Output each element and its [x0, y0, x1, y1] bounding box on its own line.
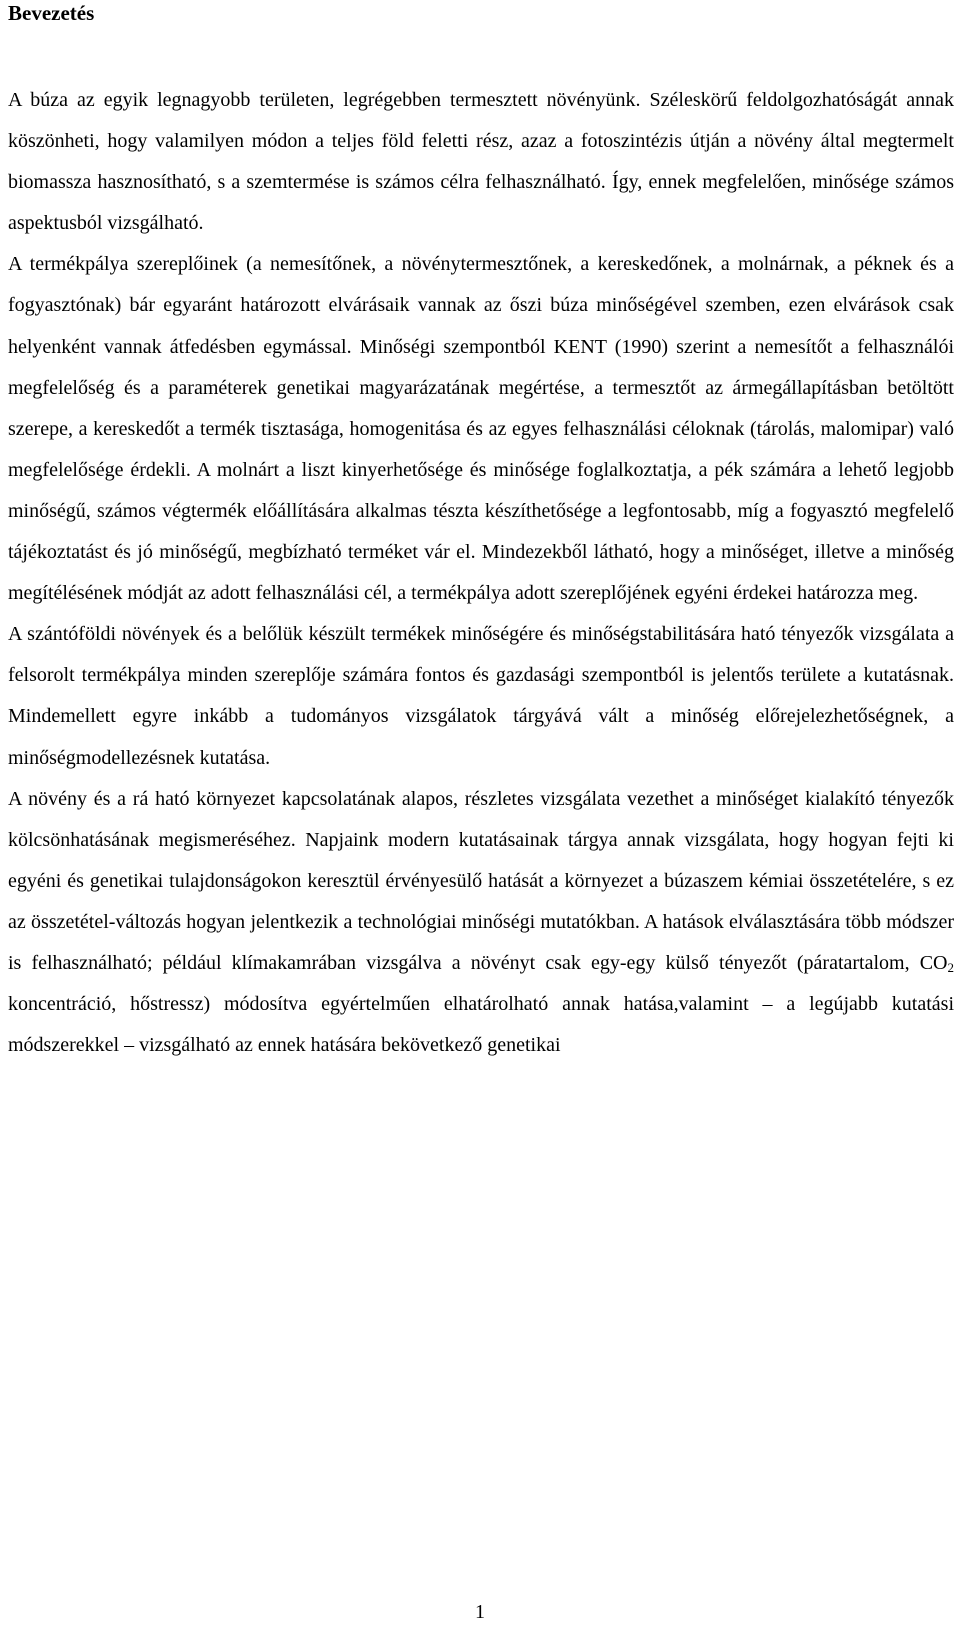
- section-heading: Bevezetés: [8, 1, 95, 25]
- body-text: [8, 80, 954, 1066]
- paragraph-4: [8, 779, 954, 1067]
- paragraph-4-text-start: A növény és a rá ható környezet kapcsolatának alapos, részletes vizsgálata vezethet a minőséget kialakító tényezők kölcsönhatásának megismeréséhez. Napjaink modern kutatásainak tárgya annak vizsgálata, hogy hogyan fejti ki egyéni és genetikai tulajdonságokon keresztül érvényesülő hatását a környezet a búzaszem kémiai összetételére, s ez az összetétel-változás hogyan jelentkezik a technológiai minőségi mutatókban. A hatások elválasztására több módszer is felhasználható; például klímakamrában vizsgálva a növényt csak egy-egy külső tényezőt (páratartalom, CO: [8, 787, 954, 974]
- page-number: 1: [475, 1601, 485, 1623]
- paragraph-3: A szántóföldi növények és a belőlük készült termékek minőségére és minőségstabilitására ható tényezők vizsgálata a felsorolt termékpálya minden szereplője számára fontos és gazdasági szempontból is jelentős területe a kutatásnak. Mindemellett egyre inkább a tudományos vizsgálatok tárgyává vált a minőség előrejelezhetőségnek, a minőségmodellezésnek kutatása.: [8, 623, 954, 769]
- paragraph-1: A búza az egyik legnagyobb területen, legrégebben termesztett növényünk. Széleskörű feldolgozhatóságát annak köszönheti, hogy valamilyen módon a teljes föld feletti rész, azaz a fotoszintézis útján a növény által megtermelt biomassza hasznosítható, s a szemtermése is számos célra felhasználható. Így, ennek megfelelően, minősége számos aspektusból vizsgálható.: [8, 89, 954, 235]
- paragraph-4-text-end: koncentráció, hőstressz) módosítva egyértelműen elhatárolható annak hatása,valamint – a legújabb kutatási módszerekkel – vizsgálható az ennek hatására bekövetkező genetikai: [8, 993, 954, 1057]
- co2-subscript: 2: [947, 959, 954, 975]
- paragraph-2: A termékpálya szereplőinek (a nemesítőnek, a növénytermesztőnek, a kereskedőnek, a molnárnak, a péknek és a fogyasztónak) bár egyaránt határozott elvárásaik vannak az őszi búza minőségével szemben, ezen elvárások csak helyenként vannak átfedésben egymással. Minőségi szempontból KENT (1990) szerint a nemesítőt a felhasználói megfelelőség és a paraméterek genetikai magyarázatának megértése, a termesztőt az ármegállapításban betöltött szerepe, a kereskedőt a termék tisztasága, homogenitása és az egyes felhasználási céloknak (tárolás, malomipar) való megfelelősége érdekli. A molnárt a liszt kinyerhetősége és minősége foglalkoztatja, a pék számára a lehető legjobb minőségű, számos végtermék előállítására alkalmas tészta készíthetősége a legfontosabb, míg a fogyasztó megfelelő tájékoztatást és jó minőségű, megbízható terméket vár el. Mindezekből látható, hogy a minőséget, illetve a minőség megítélésének módját az adott felhasználási cél, a termékpálya adott szereplőjének egyéni érdekei határozza meg.: [8, 253, 954, 605]
